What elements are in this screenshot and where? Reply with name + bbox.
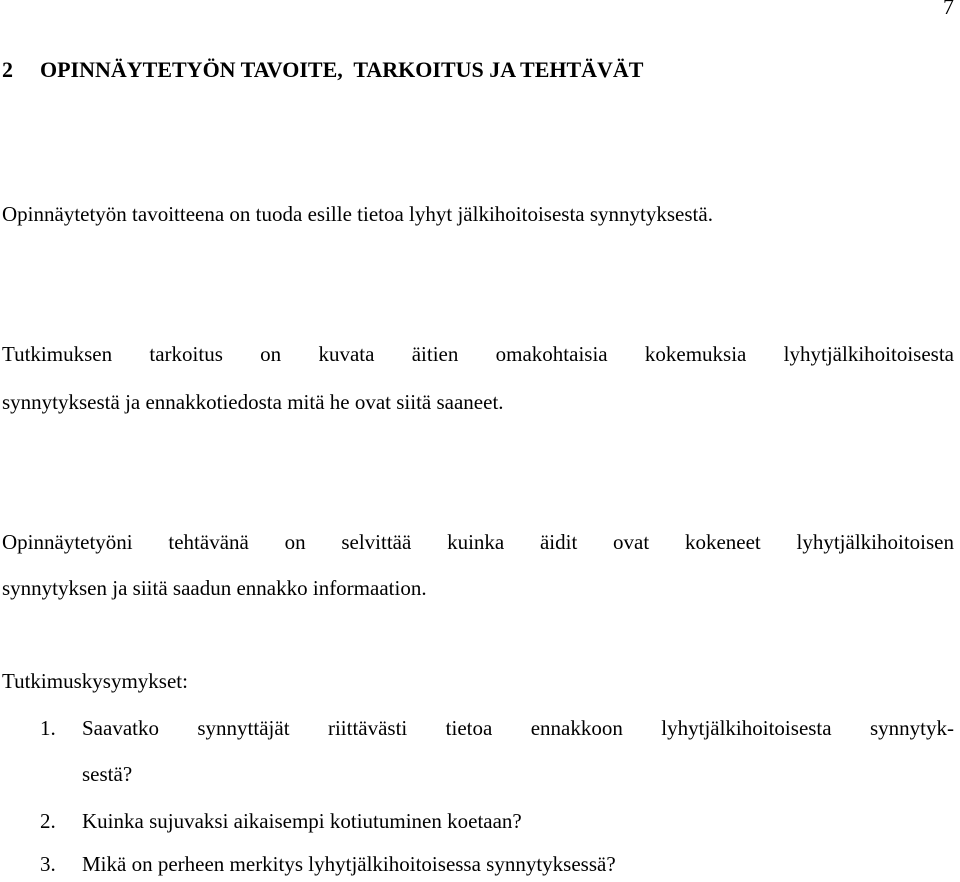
list-item-number: 3. [40, 852, 56, 876]
page-number: 7 [943, 0, 954, 19]
purpose-paragraph-line-1: Tutkimuksen tarkoitus on kuvata äitien omakohtaisia kokemuksia lyhytjälkihoitoisesta [2, 342, 954, 366]
section-title: OPINNÄYTETYÖN TAVOITE, TARKOITUS JA TEHTÄVÄT [40, 57, 644, 82]
task-paragraph-line-1: Opinnäytetyöni tehtävänä on selvittää kuinka äidit ovat kokeneet lyhytjälkihoitoisen [2, 530, 954, 554]
task-paragraph-line-2: synnytyksen ja siitä saadun ennakko informaation. [2, 576, 427, 600]
list-item-number: 1. [40, 716, 56, 740]
questions-label: Tutkimuskysymykset: [2, 669, 188, 693]
list-item-text-line-1: Saavatko synnyttäjät riittävästi tietoa ennakkoon lyhytjälkihoitoisesta synnytyk- [82, 716, 954, 740]
section-heading [2, 57, 644, 83]
list-item-text-line-2: sestä? [82, 762, 133, 786]
goal-paragraph: Opinnäytetyön tavoitteena on tuoda esille tietoa lyhyt jälkihoitoisesta synnytyksestä. [2, 202, 713, 226]
list-item-number: 2. [40, 809, 56, 833]
list-item-text-line-1: Mikä on perheen merkitys lyhytjälkihoitoisessa synnytyksessä? [82, 852, 616, 876]
purpose-paragraph-line-2: synnytyksestä ja ennakkotiedosta mitä he ovat siitä saaneet. [2, 390, 504, 414]
section-number: 2 [2, 57, 13, 82]
list-item-text-line-1: Kuinka sujuvaksi aikaisempi kotiutuminen koetaan? [82, 809, 522, 833]
